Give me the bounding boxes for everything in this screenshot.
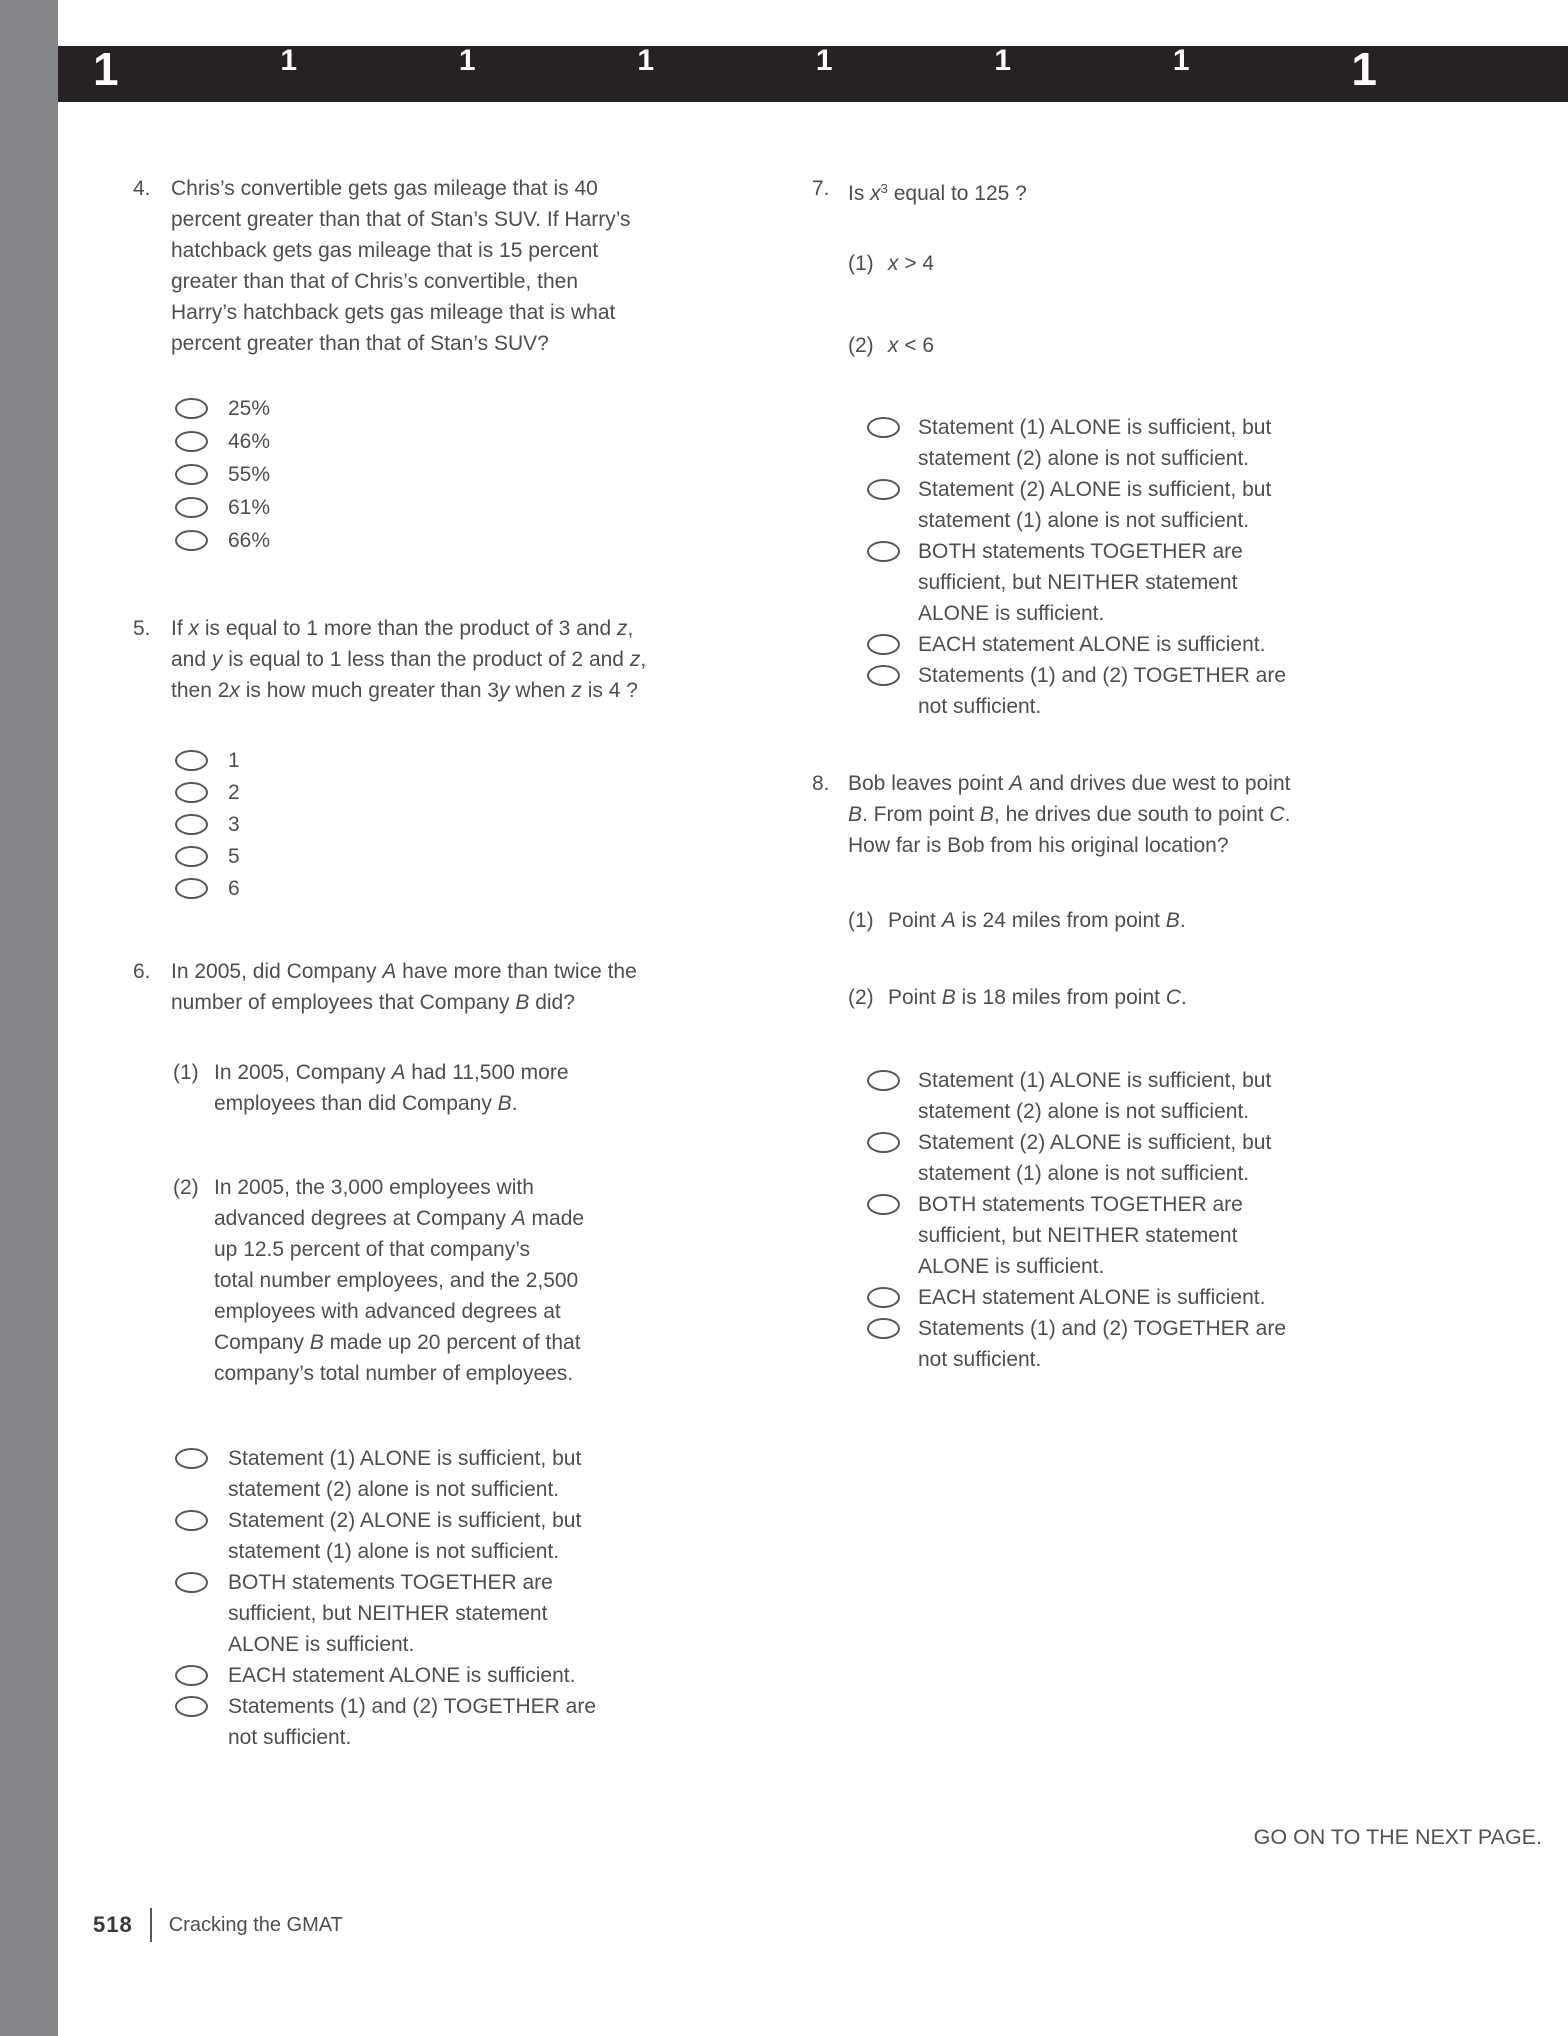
answer-choice-text: BOTH statements TOGETHER are sufficient, but NEITHER statement ALONE is sufficient.	[918, 1193, 1243, 1278]
answer-bubble-icon	[175, 782, 208, 803]
statement-label: (1)	[848, 909, 874, 932]
statement-text: x < 6	[888, 334, 935, 357]
question-5	[133, 613, 713, 706]
answer-choice-text: Statement (1) ALONE is sufficient, but statement (2) alone is not sufficient.	[918, 416, 1272, 470]
answer-choice-label: 6	[228, 876, 240, 900]
answer-bubble-icon	[175, 1696, 208, 1717]
answer-choice	[812, 1313, 1502, 1375]
answer-choice-text: Statements (1) and (2) TOGETHER are not sufficient.	[918, 664, 1287, 718]
question-text: Is $x^3$ equal to 125 ?	[848, 181, 1027, 205]
answer-choice-text: Statements (1) and (2) TOGETHER are not sufficient.	[228, 1695, 597, 1749]
section-number: 1	[637, 44, 655, 77]
answer-choice-text: Statement (1) ALONE is sufficient, but statement (2) alone is not sufficient.	[918, 1069, 1272, 1123]
answer-choice	[133, 1443, 713, 1505]
answer-bubble-icon	[867, 1287, 900, 1308]
section-number: 1	[815, 44, 833, 77]
answer-choice	[812, 629, 1502, 660]
answer-choice	[133, 524, 713, 557]
answer-choice	[133, 392, 713, 425]
statement-label: (1)	[173, 1061, 199, 1084]
statement-text: In 2005, Company A had 11,500 more employees than did Company B.	[214, 1061, 569, 1115]
question-number: 4.	[133, 177, 151, 200]
question-4-choices	[133, 392, 713, 557]
answer-choice	[133, 491, 713, 524]
statement-label: (2)	[848, 986, 874, 1009]
question-number: 5.	[133, 617, 151, 640]
answer-bubble-icon	[867, 1070, 900, 1091]
answer-choice	[133, 840, 713, 872]
question-5-choices	[133, 744, 713, 904]
answer-choice	[133, 458, 713, 491]
page-edge-tab	[0, 0, 58, 2036]
answer-choice	[812, 536, 1502, 629]
answer-bubble-icon	[175, 750, 208, 771]
footer-divider	[150, 1908, 152, 1942]
question-7-ds-choices	[812, 412, 1502, 722]
answer-bubble-icon	[867, 1318, 900, 1339]
answer-choice-text: Statement (2) ALONE is sufficient, but statement (1) alone is not sufficient.	[918, 478, 1272, 532]
go-on-instruction: GO ON TO THE NEXT PAGE.	[1253, 1825, 1542, 1849]
answer-choice	[133, 1505, 713, 1567]
book-title: Cracking the GMAT	[168, 1913, 343, 1936]
answer-choice	[133, 776, 713, 808]
statement-label: (2)	[173, 1176, 199, 1199]
answer-choice	[812, 1127, 1502, 1189]
statement-label: (2)	[848, 334, 874, 357]
answer-choice-text: Statement (2) ALONE is sufficient, but statement (1) alone is not sufficient.	[918, 1131, 1272, 1185]
answer-choice-label: 46%	[228, 430, 271, 453]
answer-choice-label: 25%	[228, 397, 271, 420]
answer-bubble-icon	[867, 541, 900, 562]
answer-choice-text: EACH statement ALONE is sufficient.	[228, 1664, 576, 1687]
question-7-statement-2	[848, 330, 1538, 361]
answer-choice	[812, 412, 1502, 474]
answer-bubble-icon	[175, 1510, 208, 1531]
question-7-statement-1	[848, 248, 1538, 279]
answer-bubble-icon	[867, 665, 900, 686]
answer-choice-text: EACH statement ALONE is sufficient.	[918, 633, 1266, 656]
answer-choice	[133, 1567, 713, 1660]
answer-choice	[812, 660, 1502, 722]
answer-choice-label: 66%	[228, 529, 271, 552]
question-text: Bob leaves point A and drives due west to point B. From point B, he drives due south to point C. How far is Bob from his original location?	[848, 772, 1291, 857]
answer-choice	[133, 872, 713, 904]
question-8-statement-2	[848, 982, 1538, 1013]
answer-bubble-icon	[175, 814, 208, 835]
answer-choice-text: Statements (1) and (2) TOGETHER are not sufficient.	[918, 1317, 1287, 1371]
statement-text: In 2005, the 3,000 employees with advanced degrees at Company A made up 12.5 percent of that company’s total number employees, and the 2,500 employees with advanced degrees at Company B made up 20 percent of that company’s total number of employees.	[214, 1176, 585, 1385]
answer-bubble-icon	[175, 398, 208, 419]
question-8	[812, 768, 1502, 861]
answer-choice-label: 55%	[228, 463, 271, 486]
question-6-statement-1	[173, 1057, 753, 1119]
answer-bubble-icon	[175, 1572, 208, 1593]
section-number-row	[93, 43, 1377, 102]
question-8-statement-1	[848, 905, 1538, 936]
answer-bubble-icon	[867, 417, 900, 438]
answer-bubble-icon	[175, 1665, 208, 1686]
answer-bubble-icon	[175, 431, 208, 452]
answer-choice	[133, 808, 713, 840]
answer-bubble-icon	[867, 634, 900, 655]
answer-choice-label: 2	[228, 780, 240, 804]
question-text: In 2005, did Company A have more than twice the number of employees that Company B did?	[171, 960, 637, 1014]
page-footer	[93, 1903, 343, 1947]
answer-choice	[812, 474, 1502, 536]
statement-text: x > 4	[888, 252, 935, 275]
section-number: 1	[994, 44, 1012, 77]
question-number: 6.	[133, 960, 151, 983]
answer-choice-label: 1	[228, 748, 240, 772]
answer-bubble-icon	[867, 479, 900, 500]
answer-choice	[812, 1282, 1502, 1313]
question-6	[133, 956, 713, 1018]
answer-choice-text: BOTH statements TOGETHER are sufficient, but NEITHER statement ALONE is sufficient.	[228, 1571, 553, 1656]
question-6-statement-2	[173, 1172, 753, 1389]
answer-choice-text: Statement (2) ALONE is sufficient, but statement (1) alone is not sufficient.	[228, 1509, 582, 1563]
section-number: 1	[280, 44, 298, 77]
answer-bubble-icon	[175, 846, 208, 867]
answer-bubble-icon	[175, 530, 208, 551]
statement-text: Point B is 18 miles from point C.	[888, 986, 1187, 1009]
statement-text: Point A is 24 miles from point B.	[888, 909, 1186, 932]
answer-choice	[133, 425, 713, 458]
answer-choice	[133, 1660, 713, 1691]
answer-choice	[133, 1691, 713, 1753]
answer-bubble-icon	[867, 1132, 900, 1153]
page-number: 518	[93, 1912, 133, 1937]
section-number: 1	[1172, 44, 1190, 77]
answer-bubble-icon	[175, 1448, 208, 1469]
question-4	[133, 173, 713, 359]
question-number: 8.	[812, 772, 830, 795]
question-text: If x is equal to 1 more than the product of 3 and z, and y is equal to 1 less than the product of 2 and z, then 2x is how much greater than 3y when z is 4 ?	[171, 617, 647, 702]
answer-bubble-icon	[867, 1194, 900, 1215]
answer-bubble-icon	[175, 878, 208, 899]
question-6-ds-choices	[133, 1443, 713, 1753]
question-number: 7.	[812, 177, 830, 200]
question-7	[812, 173, 1502, 209]
section-number: 1	[93, 43, 119, 95]
answer-choice-text: EACH statement ALONE is sufficient.	[918, 1286, 1266, 1309]
answer-bubble-icon	[175, 497, 208, 518]
section-header-bar	[58, 43, 1568, 102]
section-number: 1	[1351, 43, 1377, 95]
answer-choice-text: BOTH statements TOGETHER are sufficient, but NEITHER statement ALONE is sufficient.	[918, 540, 1243, 625]
answer-choice	[812, 1065, 1502, 1127]
answer-choice-text: Statement (1) ALONE is sufficient, but statement (2) alone is not sufficient.	[228, 1447, 582, 1501]
answer-choice	[133, 744, 713, 776]
question-8-ds-choices	[812, 1065, 1502, 1375]
answer-choice-label: 3	[228, 812, 240, 836]
question-text: Chris’s convertible gets gas mileage that is 40 percent greater than that of Stan’s SUV. If Harry’s hatchback gets gas mileage that is 15 percent greater than that of Chris’s convertible, then Harry’s hatchback gets gas mileage that is what percent greater than that of Stan’s SUV?	[171, 177, 631, 355]
answer-bubble-icon	[175, 464, 208, 485]
section-number: 1	[458, 44, 476, 77]
answer-choice-label: 61%	[228, 496, 271, 519]
statement-label: (1)	[848, 252, 874, 275]
answer-choice	[812, 1189, 1502, 1282]
answer-choice-label: 5	[228, 844, 240, 868]
